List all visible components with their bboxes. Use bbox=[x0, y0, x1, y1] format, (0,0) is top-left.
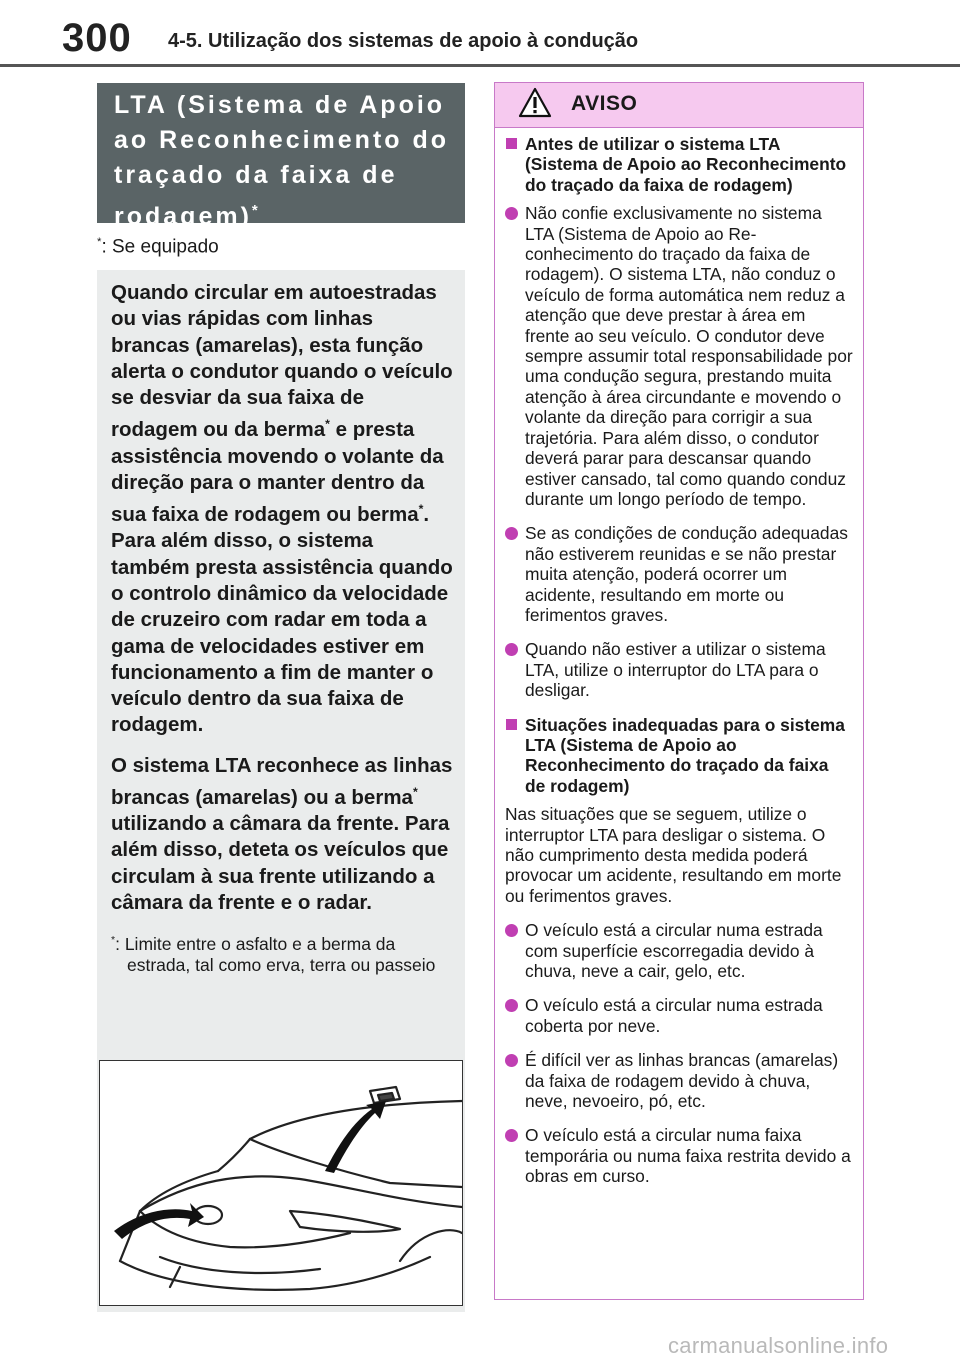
description-paragraph-1 bbox=[111, 280, 455, 739]
car-camera-illustration bbox=[99, 1060, 463, 1306]
warning-bullet: Quando não estiver a utilizar o sistema LTA, utilize o interruptor do LTA para o desligar. bbox=[505, 639, 853, 700]
grille-slat bbox=[170, 1267, 180, 1287]
p1-part-a: Quando circular em autoestradas ou vias rápidas com linhas brancas (amarelas), esta função alerta o condutor quando o veículo se desviar da sua faixa de rodagem ou da berma bbox=[111, 281, 453, 442]
section-title bbox=[114, 88, 465, 234]
car-front-drawing bbox=[100, 1061, 462, 1305]
description-paragraph-2 bbox=[111, 753, 455, 917]
headlight bbox=[290, 1211, 400, 1232]
warning-bullet: O veículo está a circular numa estrada com superfície escorregadia devido à chuva, neve a cair, gelo, etc. bbox=[505, 920, 853, 981]
equipped-star: * bbox=[97, 236, 102, 248]
warning-bullet: O veículo está a circular numa faixa temporária ou numa faixa restrita devido a obras em curso. bbox=[505, 1125, 853, 1186]
section-title-text: LTA (Sistema de Apoio ao Reconhecimento do traçado da faixa de rodagem) bbox=[114, 91, 450, 231]
footnote-star: * bbox=[111, 934, 116, 947]
p2-part-a: O sistema LTA reconhece as linhas brancas (amarelas) ou a berma bbox=[111, 753, 453, 809]
equipped-note bbox=[97, 236, 219, 258]
arrow-to-radar bbox=[114, 1203, 204, 1239]
warning-section-text: Nas situações que se seguem, utilize o interruptor LTA para desligar o sistema. O não cumprimento desta medida poderá provocar um acidente, resultando em morte ou ferimentos graves. bbox=[505, 804, 842, 906]
equipped-text: : Se equipado bbox=[101, 236, 219, 258]
warning-bullet: O veículo está a circular numa estrada coberta por neve. bbox=[505, 995, 853, 1036]
p2-star: * bbox=[412, 785, 418, 799]
p2-part-b: utilizando a câmara da frente. Para além disso, deteta os veículos que circulam à sua frente utilizando a câmara da frente e o radar. bbox=[111, 812, 450, 915]
footnote bbox=[111, 930, 455, 976]
wheel-arch bbox=[400, 1230, 462, 1261]
footnote-text: : Limite entre o asfalto e a berma da estrada, tal como erva, terra ou passeio bbox=[115, 934, 436, 976]
section-title-star: * bbox=[251, 202, 261, 219]
watermark: carmanualsonline.info bbox=[668, 1333, 889, 1358]
a-pillar bbox=[218, 1139, 250, 1171]
chapter-title: 4-5. Utilização dos sistemas de apoio à condução bbox=[168, 30, 639, 52]
p1-part-b: e presta assistência movendo o volante da direção para o manter dentro da sua faixa de rodagem ou berma bbox=[111, 418, 444, 527]
section-title-box bbox=[97, 83, 465, 231]
warning-section-heading-2: Situações inadequadas para o sistema LTA (Sistema de Apoio ao Reconhecimento do traçado da faixa de rodagem) bbox=[505, 715, 853, 797]
warning-title: AVISO bbox=[571, 92, 638, 115]
p1-star-1: * bbox=[325, 417, 330, 432]
windshield-base bbox=[250, 1139, 462, 1187]
warning-content bbox=[495, 128, 863, 1187]
warning-bullet: Não confie exclusivamente no sistema LTA (Sistema de Apoio ao Reconhecimento do traçado da faixa de rodagem). O sistema LTA, não conduz o veículo de forma automática nem reduz a atenção que deve prestar à área em frente ao seu veículo. O condutor deve sempre assumir total responsabilidade por uma condução segura, prestando muita atenção à área circundante e movendo o volante da direção para corrigir a sua trajetória. Para além disso, o condutor deverá parar para descansar quando estiver cansado, tal como quando conduz durante um longo período de tempo. bbox=[505, 203, 853, 509]
warning-header bbox=[495, 83, 863, 128]
p1-part-c: . Para além disso, o sistema também presta assistência quando o controlo dinâmico da velocidade de cruzeiro com radar em toda a gama de velocidades estiver em funcionamento a fim de manter o veículo dentro da sua faixa de rodagem. bbox=[111, 503, 453, 737]
header-divider bbox=[0, 64, 960, 67]
warning-bullet: É difícil ver as linhas brancas (amarelas) da faixa de rodagem devido à chuva, neve, nevoeiro, pó, etc. bbox=[505, 1050, 853, 1111]
page-header bbox=[0, 0, 960, 64]
p1-star-2: * bbox=[418, 502, 424, 517]
warning-box bbox=[494, 82, 864, 1300]
grille-line bbox=[160, 1257, 320, 1273]
camera-lens bbox=[378, 1093, 394, 1101]
warning-section-heading-1: Antes de utilizar o sistema LTA (Sistema de Apoio ao Reconhecimento do traçado da faixa de rodagem) bbox=[505, 134, 853, 195]
warning-bullet: Se as condições de condução adequadas não estiverem reunidas e se não prestar muita atenção, poderá ocorrer um acidente, resultando em morte ou ferimentos graves. bbox=[505, 523, 853, 625]
warning-triangle-icon bbox=[518, 87, 552, 119]
page-number: 300 bbox=[62, 16, 132, 60]
